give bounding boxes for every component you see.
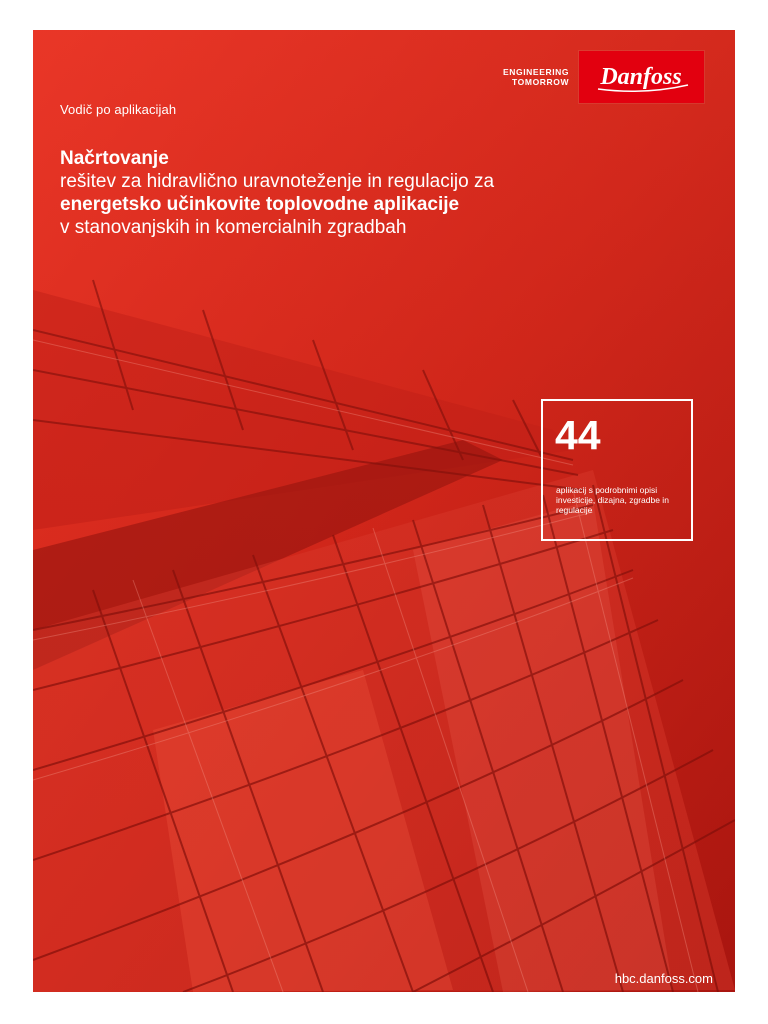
title-line-2: rešitev za hidravlično uravnoteženje in regulacijo za [60, 171, 495, 192]
title-line-1: Načrtovanje [60, 148, 169, 169]
cover-page [33, 30, 735, 992]
title-line-3: energetsko učinkovite toplovodne aplikacije [60, 194, 460, 215]
website-link[interactable]: hbc.danfoss.com [614, 971, 713, 986]
logo-text: Danfoss [600, 64, 682, 90]
guide-label: Vodič po aplikacijah [60, 102, 177, 117]
brand-block [503, 52, 704, 102]
danfoss-logo[interactable] [579, 51, 704, 103]
applications-description: aplikacij s podrobnimi opisi investicije, dizajna, zgradbe in regulacije [556, 485, 669, 515]
title-line-4: v stanovanjskih in komercialnih zgradbah [60, 217, 407, 238]
tagline-line1: ENGINEERING [503, 67, 570, 77]
applications-count-box [541, 399, 693, 541]
title-block [60, 147, 494, 239]
applications-count: 44 [555, 412, 601, 458]
tagline [503, 67, 569, 87]
tagline-line2: TOMORROW [512, 77, 570, 87]
danfoss-logo-icon [584, 57, 699, 97]
